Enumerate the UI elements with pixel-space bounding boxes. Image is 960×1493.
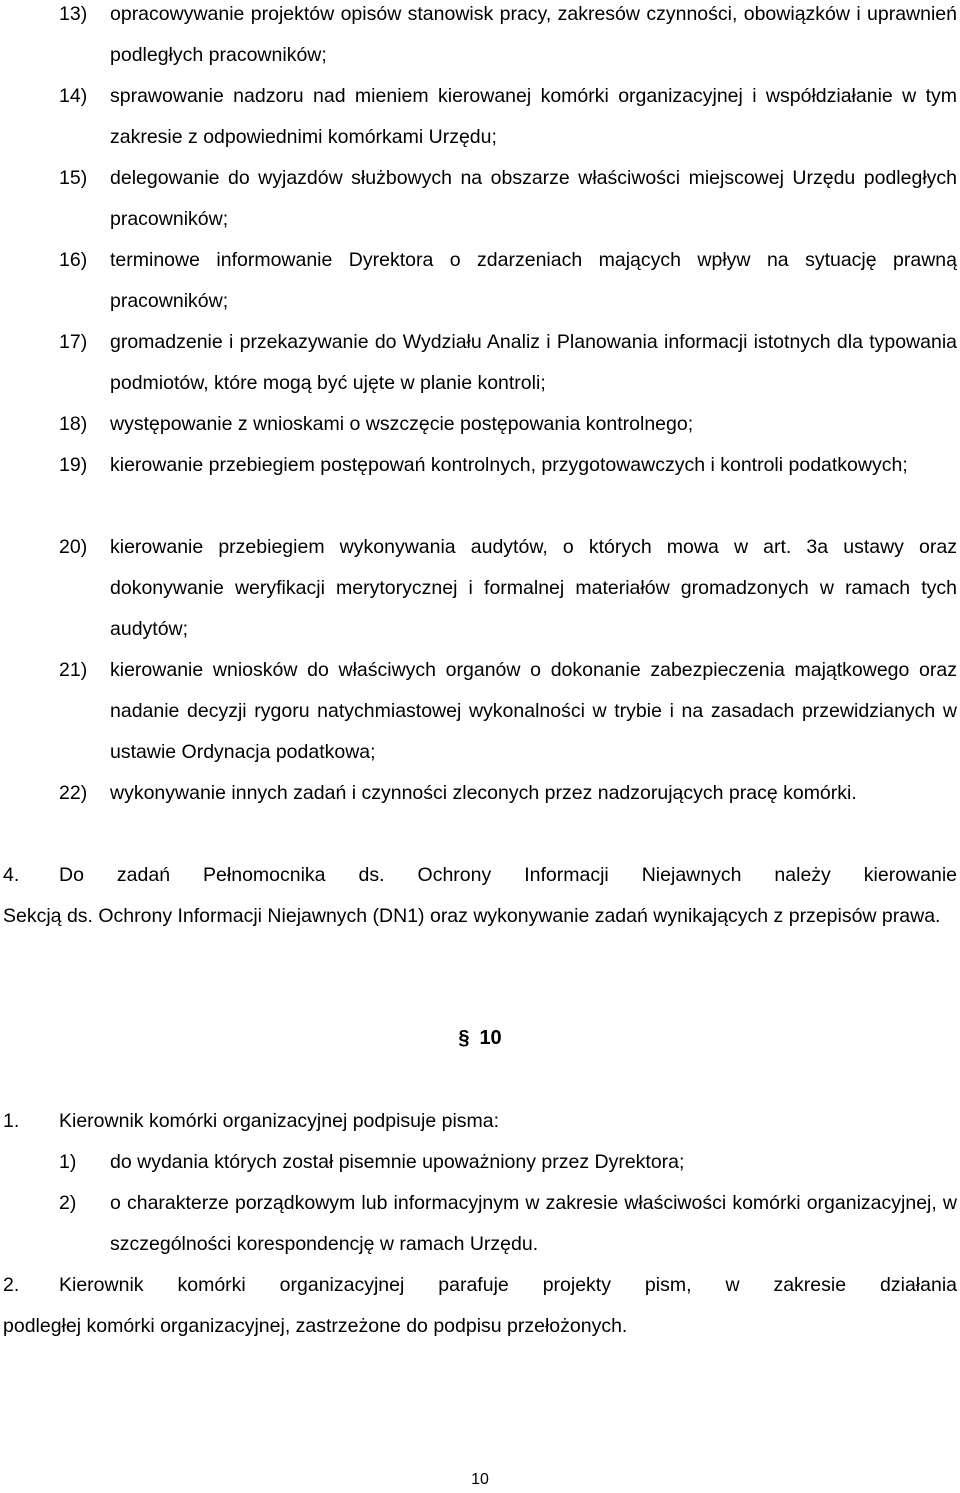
section-symbol: § <box>458 1027 470 1049</box>
item-text: wykonywanie innych zadań i czynności zleconych przez nadzorujących pracę komórki. <box>110 782 857 804</box>
section-number: 10 <box>479 1027 502 1049</box>
item-number: 15) <box>59 167 88 189</box>
item-number: 18) <box>59 413 88 435</box>
list-item-19 <box>59 445 957 486</box>
point-text: Kierownik komórki organizacyjnej podpisuje pisma: <box>59 1110 500 1132</box>
list-item-1 <box>59 1142 957 1183</box>
item-text: o charakterze porządkowym lub informacyjnym w zakresie właściwości komórki organizacyjnej, w szczególności korespondencję w ramach Urzędu. <box>110 1192 957 1255</box>
item-text: kierowanie przebiegiem postępowań kontrolnych, przygotowawczych i kontroli podatkowych; <box>110 454 908 476</box>
item-number: 13) <box>59 3 88 25</box>
list-item-20 <box>59 527 957 650</box>
list-item-22 <box>59 773 957 814</box>
section-heading <box>0 1018 960 1059</box>
point-text-continuation: podległej komórki organizacyjnej, zastrzeżone do podpisu przełożonych. <box>3 1315 628 1337</box>
paragraph-point-1 <box>3 1101 957 1142</box>
list-item-2 <box>59 1183 957 1265</box>
item-number: 2) <box>59 1192 77 1214</box>
point-number: 2. <box>3 1274 20 1296</box>
item-number: 22) <box>59 782 88 804</box>
item-number: 19) <box>59 454 88 476</box>
item-text: terminowe informowanie Dyrektora o zdarzeniach mających wpływ na sytuację prawną pracowników; <box>110 249 957 312</box>
point-text-continuation: Sekcją ds. Ochrony Informacji Niejawnych (DN1) oraz wykonywanie zadań wynikających z przepisów prawa. <box>3 905 941 927</box>
point-text <box>3 1265 957 1347</box>
item-number: 17) <box>59 331 88 353</box>
item-text: sprawowanie nadzoru nad mieniem kierowanej komórki organizacyjnej i współdziałanie w tym zakresie z odpowiednimi komórkami Urzędu; <box>110 85 957 148</box>
item-number: 1) <box>59 1151 77 1173</box>
paragraph-point-2 <box>3 1265 957 1347</box>
item-text: opracowywanie projektów opisów stanowisk pracy, zakresów czynności, obowiązków i uprawnień podległych pracowników; <box>110 3 957 66</box>
list-item-16 <box>59 240 957 322</box>
page-number: 10 <box>471 1471 489 1488</box>
paragraph-point-4 <box>3 855 957 937</box>
list-item-21 <box>59 650 957 773</box>
item-text: kierowanie przebiegiem wykonywania audytów, o których mowa w art. 3a ustawy oraz dokonywanie weryfikacji merytorycznej i formalnej materiałów gromadzonych w ramach tych audytów; <box>110 536 957 640</box>
point-number: 4. <box>3 864 20 886</box>
item-text: kierowanie wniosków do właściwych organów o dokonanie zabezpieczenia majątkowego oraz nadanie decyzji rygoru natychmiastowej wykonalności w trybie i na zasadach przewidzianych w ustawie Ordynacja podatkowa; <box>110 659 957 763</box>
point-number: 1. <box>3 1110 20 1132</box>
item-text: gromadzenie i przekazywanie do Wydziału Analiz i Planowania informacji istotnych dla typowania podmiotów, które mogą być ujęte w planie kontroli; <box>110 331 957 394</box>
item-number: 21) <box>59 659 88 681</box>
list-item-15 <box>59 158 957 240</box>
item-number: 16) <box>59 249 88 271</box>
point-text-first-line: Do zadań Pełnomocnika ds. Ochrony Informacji Niejawnych należy kierowanie <box>59 864 957 886</box>
point-text <box>3 855 957 937</box>
list-item-14 <box>59 76 957 158</box>
list-item-17 <box>59 322 957 404</box>
item-text: delegowanie do wyjazdów służbowych na obszarze właściwości miejscowej Urzędu podległych pracowników; <box>110 167 957 230</box>
list-item-18 <box>59 404 957 445</box>
item-text: występowanie z wnioskami o wszczęcie postępowania kontrolnego; <box>110 413 694 435</box>
item-number: 14) <box>59 85 88 107</box>
list-item-13 <box>59 0 957 76</box>
item-text: do wydania których został pisemnie upoważniony przez Dyrektora; <box>110 1151 685 1173</box>
point-text-first-line: Kierownik komórki organizacyjnej parafuje projekty pism, w zakresie działania <box>59 1274 957 1296</box>
item-number: 20) <box>59 536 88 558</box>
